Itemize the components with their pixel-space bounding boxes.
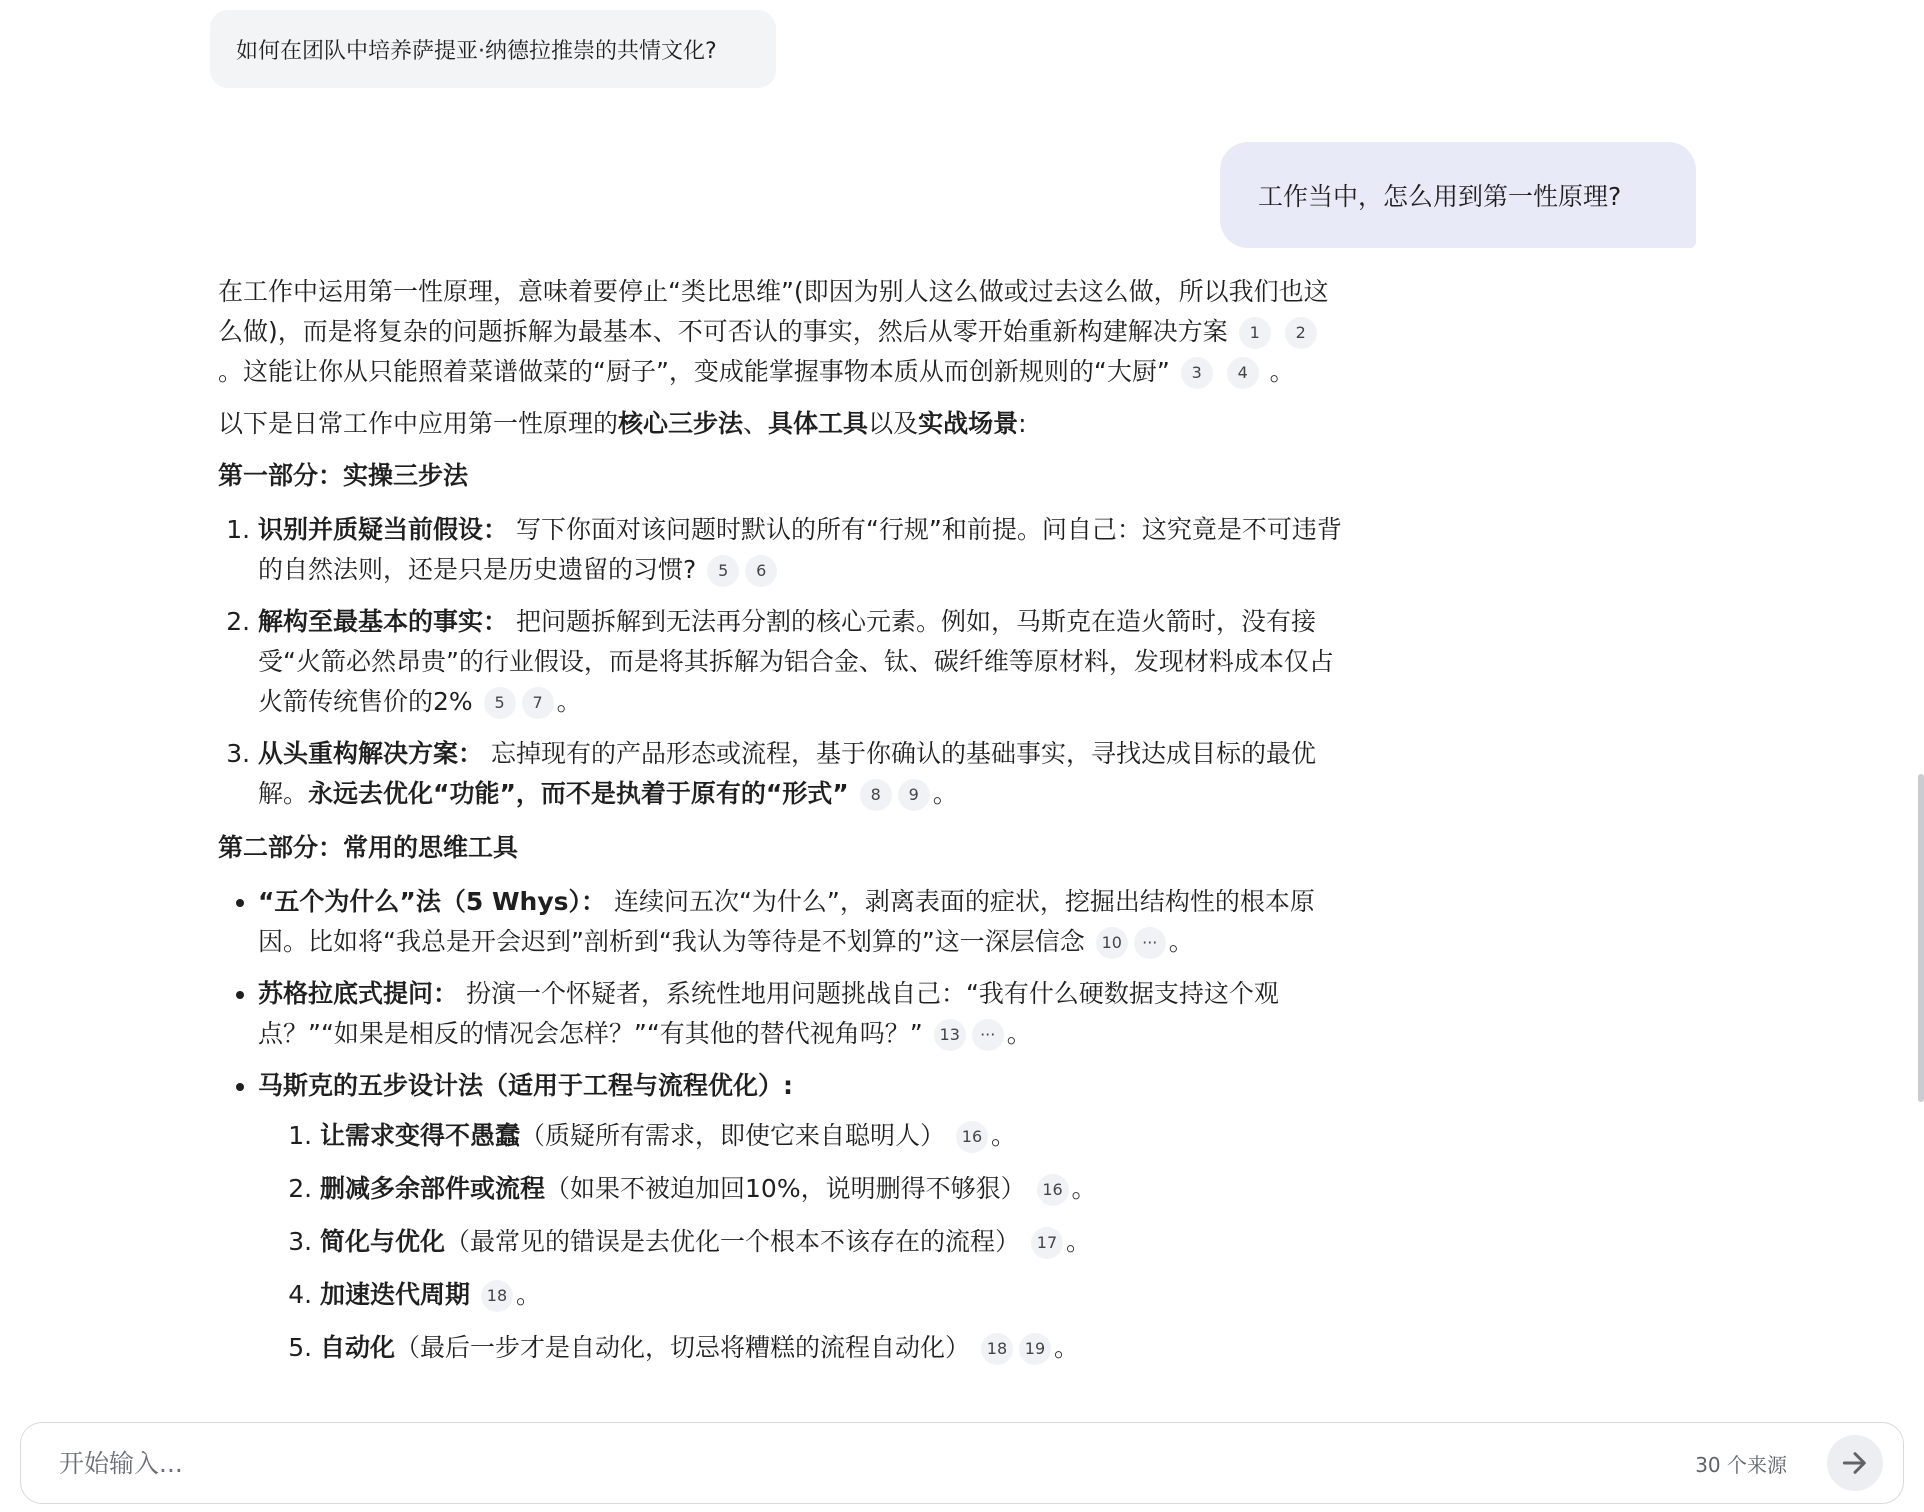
musk-step-bold: 自动化	[320, 1333, 396, 1362]
overview-text: :	[1018, 409, 1027, 438]
citation-chip[interactable]: 5	[484, 687, 516, 719]
musk-step-text: （最后一步才是自动化，切忌将糟糕的流程自动化）	[395, 1333, 971, 1362]
musk-step-text: （最常见的错误是去优化一个根本不该存在的流程）	[445, 1227, 1021, 1256]
musk-step-end: 。	[1065, 1227, 1091, 1256]
step-text: 忘掉现有的产品形态或流程，基于你确认的基础事实，寻找达成目标的最优解。	[258, 739, 1316, 808]
tool-label: 马斯克的五步设计法（适用于工程与流程优化）:	[258, 1071, 793, 1100]
part2-heading: 第二部分：常用的思维工具	[218, 833, 519, 862]
citation-chip[interactable]: 4	[1227, 357, 1259, 389]
musk-step-end: 。	[990, 1121, 1016, 1150]
more-citations-chip[interactable]: ···	[1134, 927, 1166, 959]
arrow-right-icon	[1839, 1447, 1871, 1479]
list-item	[258, 1066, 1348, 1368]
citation-chip[interactable]: 8	[860, 779, 892, 811]
citation-chip[interactable]: 18	[981, 1333, 1013, 1365]
overview-bold: 实战场景	[918, 409, 1019, 438]
citation-chip[interactable]: 18	[481, 1280, 513, 1312]
citation-chip[interactable]: 2	[1285, 317, 1317, 349]
part1-steps-list	[218, 510, 1348, 814]
citation-chip[interactable]: 9	[898, 779, 930, 811]
chat-input-bar	[20, 1422, 1904, 1504]
citation-chip[interactable]: 16	[956, 1121, 988, 1153]
send-button[interactable]	[1827, 1435, 1883, 1491]
list-item	[320, 1222, 1348, 1262]
part1-heading: 第一部分：实操三步法	[218, 461, 469, 490]
musk-step-end: 。	[515, 1280, 541, 1309]
citation-chip[interactable]: 5	[707, 555, 739, 587]
citation-chip[interactable]: 19	[1019, 1333, 1051, 1365]
tool-end: 。	[1168, 927, 1194, 956]
user-message-text: 工作当中，怎么用到第一性原理?	[1258, 182, 1622, 211]
musk-step-end: 。	[1071, 1174, 1097, 1203]
musk-step-text: （如果不被迫加回10%，说明删得不够狠）	[545, 1174, 1026, 1203]
musk-step-bold: 加速迭代周期	[320, 1280, 471, 1309]
intro-text-2: 。这能让你从只能照着菜谱做菜的“厨子”，变成能掌握事物本质从而创新规则的“大厨”	[218, 357, 1170, 386]
tool-label: 苏格拉底式提问：	[258, 979, 459, 1008]
scrollbar-thumb[interactable]	[1918, 774, 1924, 1102]
overview-text: 、	[743, 409, 769, 438]
source-count: 30 个来源	[1695, 1452, 1787, 1477]
list-item	[320, 1169, 1348, 1209]
step-text: 写下你面对该问题时默认的所有“行规”和前提。问自己：这究竟是不可违背的自然法则，还是只是历史遗留的习惯?	[258, 515, 1342, 584]
part2-tools-list	[218, 882, 1348, 1368]
step-end: 。	[932, 779, 958, 808]
intro-text-1: 在工作中运用第一性原理，意味着要停止“类比思维”(即因为别人这么做或过去这么做，所以我们也这么做)，而是将复杂的问题拆解为最基本、不可否认的事实，然后从零开始重新构建解决方案	[218, 277, 1329, 346]
musk-step-text: （质疑所有需求，即使它来自聪明人）	[520, 1121, 946, 1150]
citation-chip[interactable]: 17	[1031, 1227, 1063, 1259]
chat-input[interactable]	[21, 1449, 1695, 1478]
list-item	[320, 1275, 1348, 1315]
musk-step-bold: 删减多余部件或流程	[320, 1174, 546, 1203]
assistant-answer	[218, 272, 1348, 1382]
citation-chip[interactable]: 13	[934, 1019, 966, 1051]
musk-step-end: 。	[1053, 1333, 1079, 1362]
list-item	[320, 1116, 1348, 1156]
previous-prompt-text: 如何在团队中培养萨提亚·纳德拉推崇的共情文化?	[236, 38, 717, 64]
list-item	[320, 1328, 1348, 1368]
step-label: 识别并质疑当前假设：	[258, 515, 509, 544]
tool-end: 。	[1006, 1019, 1032, 1048]
musk-steps-list	[258, 1116, 1348, 1368]
tool-text: 扮演一个怀疑者，系统性地用问题挑战自己：“我有什么硬数据支持这个观点？”“如果是相反的情况会怎样？”“有其他的替代视角吗？”	[258, 979, 1279, 1048]
answer-intro	[218, 272, 1348, 392]
overview-bold: 核心三步法	[618, 409, 744, 438]
step-end: 。	[556, 687, 582, 716]
previous-prompt-bubble[interactable]	[210, 10, 776, 88]
musk-step-bold: 让需求变得不愚蠢	[320, 1121, 521, 1150]
tool-text: 连续问五次“为什么”，剥离表面的症状，挖掘出结构性的根本原因。比如将“我总是开会迟到”剖析到“我认为等待是不划算的”这一深层信念	[258, 887, 1315, 956]
user-message-bubble	[1220, 142, 1696, 248]
intro-text-3: 。	[1269, 357, 1295, 386]
list-item	[258, 974, 1348, 1054]
citation-chip[interactable]: 16	[1037, 1174, 1069, 1206]
list-item	[258, 510, 1348, 590]
citation-chip[interactable]: 3	[1181, 357, 1213, 389]
step-label: 解构至最基本的事实：	[258, 607, 509, 636]
overview-bold: 具体工具	[768, 409, 869, 438]
step-label: 从头重构解决方案：	[258, 739, 484, 768]
citation-chip[interactable]: 6	[745, 555, 777, 587]
musk-step-bold: 简化与优化	[320, 1227, 446, 1256]
tool-label: “五个为什么”法（5 Whys）：	[258, 887, 607, 916]
list-item	[258, 602, 1348, 722]
answer-overview	[218, 404, 1348, 444]
citation-chip[interactable]: 10	[1096, 927, 1128, 959]
list-item	[258, 734, 1348, 814]
list-item	[258, 882, 1348, 962]
citation-chip[interactable]: 1	[1239, 317, 1271, 349]
overview-text: 以下是日常工作中应用第一性原理的	[218, 409, 619, 438]
step-text: 把问题拆解到无法再分割的核心元素。例如，马斯克在造火箭时，没有接受“火箭必然昂贵”的行业假设，而是将其拆解为铝合金、钛、碳纤维等原材料，发现材料成本仅占火箭传统售价的2%	[258, 607, 1334, 716]
more-citations-chip[interactable]: ···	[972, 1019, 1004, 1051]
step-bold: 永远去优化“功能”，而不是执着于原有的“形式”	[308, 779, 849, 808]
citation-chip[interactable]: 7	[522, 687, 554, 719]
overview-text: 以及	[868, 409, 919, 438]
